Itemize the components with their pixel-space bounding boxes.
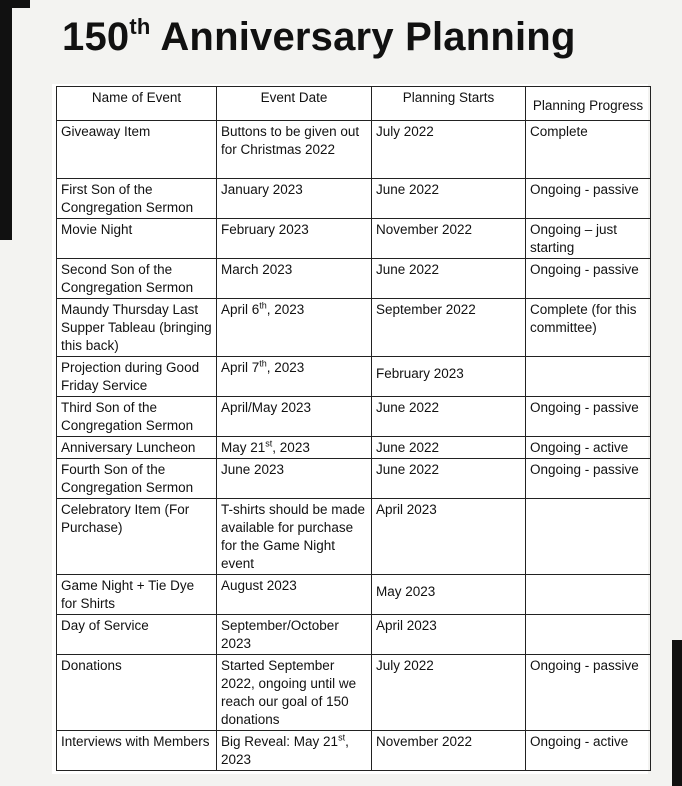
date-ordinal: th: [259, 300, 267, 311]
cell-starts: November 2022: [372, 731, 526, 771]
cell-event: Donations: [57, 655, 217, 731]
cell-starts: June 2022: [372, 459, 526, 499]
cell-event: Game Night + Tie Dye for Shirts: [57, 575, 217, 615]
table-row: [57, 219, 651, 259]
cell-starts: April 2023: [372, 615, 526, 655]
cell-event: Giveaway Item: [57, 121, 217, 179]
table-row: [57, 655, 651, 731]
cell-progress: Ongoing - passive: [526, 179, 651, 219]
cell-date: [217, 357, 372, 397]
cell-event: Celebratory Item (For Purchase): [57, 499, 217, 575]
cell-event: First Son of the Congregation Sermon: [57, 179, 217, 219]
cell-event: Day of Service: [57, 615, 217, 655]
cell-event: Anniversary Luncheon: [57, 437, 217, 459]
cell-starts: April 2023: [372, 499, 526, 575]
title-text: Anniversary Planning: [150, 15, 576, 59]
cell-date: September/October 2023: [217, 615, 372, 655]
cell-progress: Ongoing - active: [526, 731, 651, 771]
table-row: [57, 121, 651, 179]
title-number: 150: [62, 15, 130, 59]
header-date: Event Date: [217, 87, 372, 121]
table-row: [57, 299, 651, 357]
page-edge-shadow-left: [0, 0, 12, 240]
cell-starts: May 2023: [372, 575, 526, 615]
table-row: [57, 397, 651, 437]
date-year: , 2023: [266, 360, 305, 375]
table-row: [57, 459, 651, 499]
date-text: May 21: [221, 440, 266, 455]
cell-event: Third Son of the Congregation Sermon: [57, 397, 217, 437]
cell-progress: [526, 357, 651, 397]
cell-event: Interviews with Members: [57, 731, 217, 771]
date-ordinal: st: [338, 732, 346, 743]
table-row: [57, 437, 651, 459]
cell-date: June 2023: [217, 459, 372, 499]
date-text: April 7: [221, 360, 260, 375]
title-superscript: th: [129, 14, 151, 39]
page-edge-shadow-right: [672, 640, 682, 786]
date-year: , 2023: [266, 302, 305, 317]
cell-date: [217, 731, 372, 771]
cell-starts: September 2022: [372, 299, 526, 357]
cell-starts: July 2022: [372, 655, 526, 731]
header-progress: Planning Progress: [526, 87, 651, 121]
table-row: [57, 499, 651, 575]
cell-progress: Ongoing – just starting: [526, 219, 651, 259]
cell-starts: June 2022: [372, 437, 526, 459]
cell-starts: February 2023: [372, 357, 526, 397]
cell-event: Fourth Son of the Congregation Sermon: [57, 459, 217, 499]
cell-progress: Ongoing - passive: [526, 655, 651, 731]
cell-event: Maundy Thursday Last Supper Tableau (bringing this back): [57, 299, 217, 357]
table-row: [57, 179, 651, 219]
cell-progress: [526, 615, 651, 655]
table-header-row: [57, 87, 651, 121]
date-ordinal: th: [259, 358, 267, 369]
cell-starts: November 2022: [372, 219, 526, 259]
cell-date: [217, 437, 372, 459]
cell-progress: Complete (for this committee): [526, 299, 651, 357]
cell-progress: Ongoing - active: [526, 437, 651, 459]
cell-progress: Complete: [526, 121, 651, 179]
cell-date: March 2023: [217, 259, 372, 299]
table-row: [57, 357, 651, 397]
page-title: [62, 14, 576, 60]
cell-progress: [526, 575, 651, 615]
cell-starts: June 2022: [372, 259, 526, 299]
date-text: April 6: [221, 302, 260, 317]
date-year: , 2023: [272, 440, 310, 455]
date-year: , 2023: [221, 734, 349, 767]
table-row: [57, 259, 651, 299]
cell-event: Second Son of the Congregation Sermon: [57, 259, 217, 299]
cell-progress: Ongoing - passive: [526, 459, 651, 499]
header-starts: Planning Starts: [372, 87, 526, 121]
cell-event: Projection during Good Friday Service: [57, 357, 217, 397]
date-text: Big Reveal: May 21: [221, 734, 339, 749]
cell-starts: July 2022: [372, 121, 526, 179]
cell-date: April/May 2023: [217, 397, 372, 437]
table-row: [57, 575, 651, 615]
cell-date: August 2023: [217, 575, 372, 615]
date-ordinal: st: [265, 438, 273, 449]
cell-date: Buttons to be given out for Christmas 2022: [217, 121, 372, 179]
cell-date: [217, 299, 372, 357]
planning-table: [56, 86, 651, 771]
cell-progress: [526, 499, 651, 575]
cell-starts: June 2022: [372, 179, 526, 219]
cell-date: Started September 2022, ongoing until we reach our goal of 150 donations: [217, 655, 372, 731]
table-body: [57, 121, 651, 771]
cell-progress: Ongoing - passive: [526, 397, 651, 437]
cell-date: January 2023: [217, 179, 372, 219]
cell-date: February 2023: [217, 219, 372, 259]
cell-date: T-shirts should be made available for purchase for the Game Night event: [217, 499, 372, 575]
table-row: [57, 615, 651, 655]
cell-starts: June 2022: [372, 397, 526, 437]
cell-event: Movie Night: [57, 219, 217, 259]
cell-progress: Ongoing - passive: [526, 259, 651, 299]
table-row: [57, 731, 651, 771]
header-event: Name of Event: [57, 87, 217, 121]
